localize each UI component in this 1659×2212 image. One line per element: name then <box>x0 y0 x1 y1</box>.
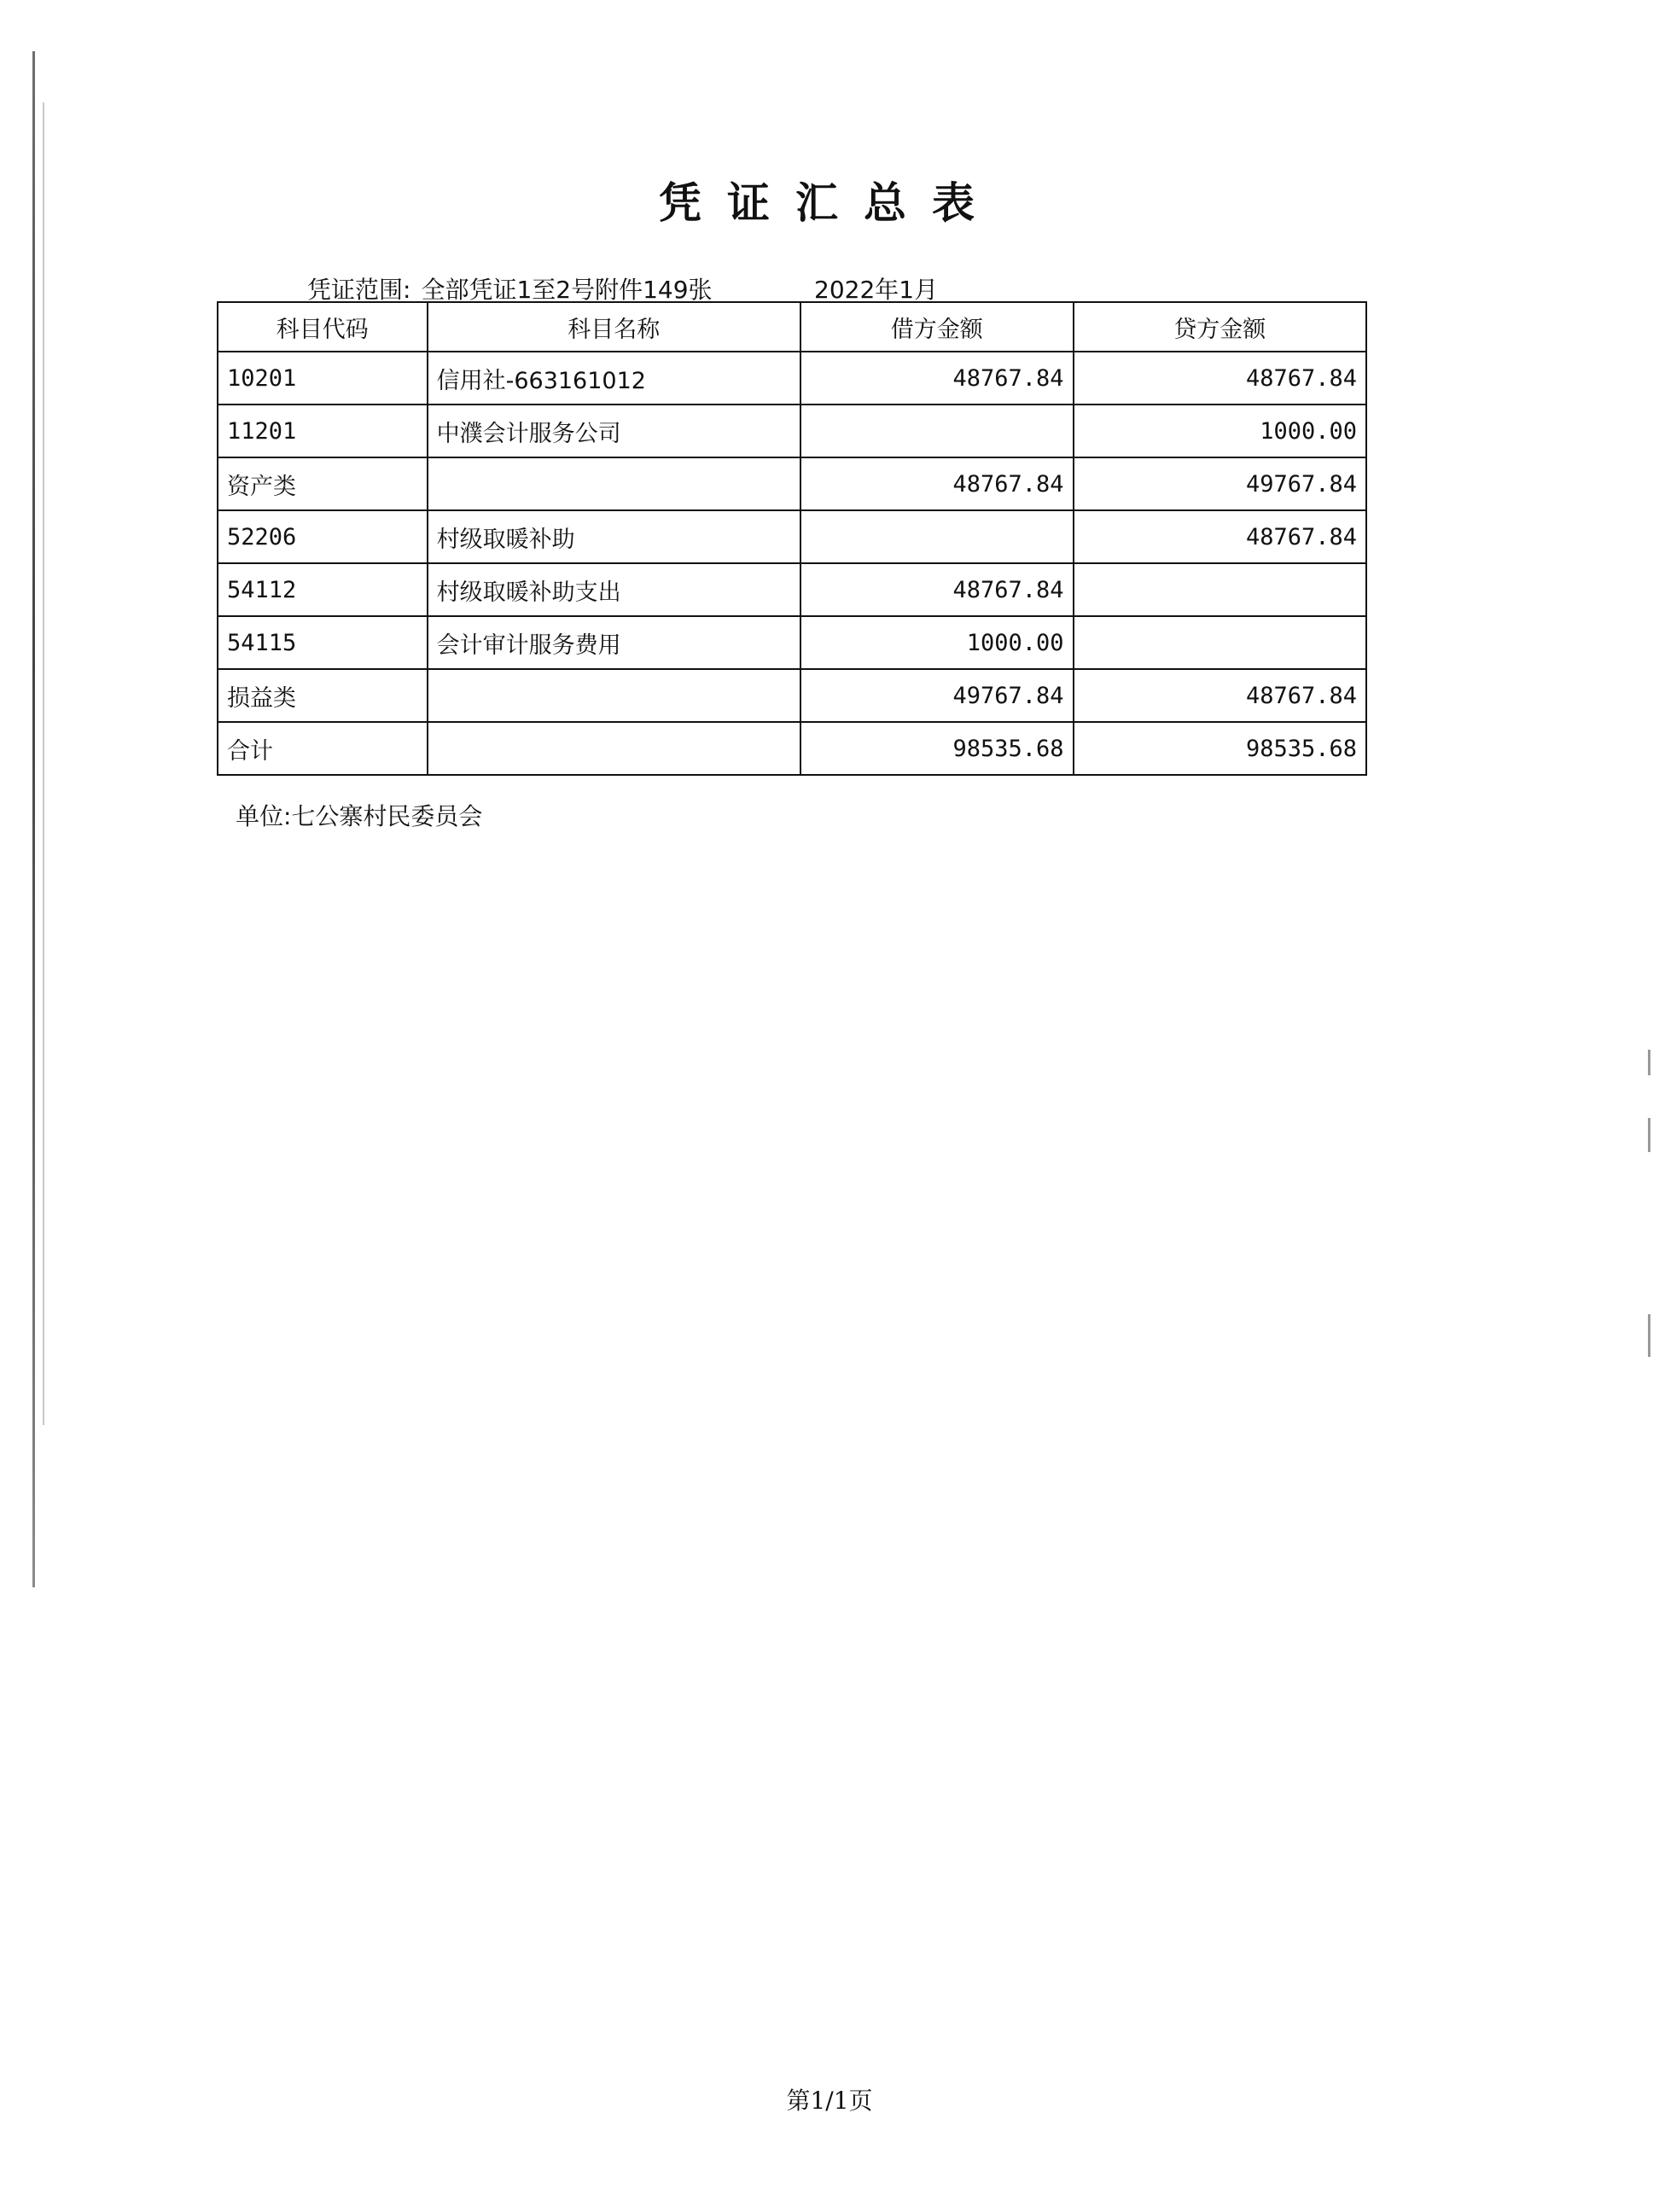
document-title: 凭证汇总表 <box>659 178 1000 228</box>
account-name: 信用社-663161012 <box>428 352 800 405</box>
table-row <box>218 510 1366 563</box>
account-code: 11201 <box>218 405 428 457</box>
column-header-account-code: 科目代码 <box>218 302 428 352</box>
table-row <box>218 616 1366 669</box>
total-label: 合计 <box>218 722 428 775</box>
table-row <box>218 405 1366 457</box>
scan-edge-mark <box>32 51 35 1587</box>
scan-edge-mark <box>43 102 44 1425</box>
account-name <box>428 457 800 510</box>
account-name <box>428 669 800 722</box>
account-name: 会计审计服务费用 <box>428 616 800 669</box>
debit-amount: 1000.00 <box>800 616 1074 669</box>
table-row <box>218 352 1366 405</box>
scan-speck <box>1648 1314 1650 1357</box>
column-header-account-name: 科目名称 <box>428 302 800 352</box>
credit-amount: 1000.00 <box>1074 405 1367 457</box>
credit-amount: 49767.84 <box>1074 457 1367 510</box>
scan-speck <box>1648 1050 1650 1075</box>
account-name: 村级取暖补助支出 <box>428 563 800 616</box>
debit-amount: 49767.84 <box>800 669 1074 722</box>
table-total-row <box>218 722 1366 775</box>
credit-amount <box>1074 616 1367 669</box>
table-row <box>218 669 1366 722</box>
account-code: 54112 <box>218 563 428 616</box>
account-name: 村级取暖补助 <box>428 510 800 563</box>
range-label: 凭证范围: <box>307 276 411 304</box>
account-code: 10201 <box>218 352 428 405</box>
category-label: 损益类 <box>218 669 428 722</box>
table-row <box>218 457 1366 510</box>
period-label: 2022年1月 <box>814 276 939 304</box>
scan-speck <box>1648 1118 1650 1152</box>
account-code: 54115 <box>218 616 428 669</box>
voucher-summary-table <box>217 301 1367 776</box>
category-label: 资产类 <box>218 457 428 510</box>
debit-amount <box>800 510 1074 563</box>
column-header-credit: 贷方金额 <box>1074 302 1367 352</box>
debit-amount: 48767.84 <box>800 457 1074 510</box>
debit-total: 98535.68 <box>800 722 1074 775</box>
range-value: 全部凭证1至2号附件149张 <box>421 276 713 304</box>
table-header-row <box>218 302 1366 352</box>
account-name: 中濮会计服务公司 <box>428 405 800 457</box>
credit-amount: 48767.84 <box>1074 510 1367 563</box>
account-code: 52206 <box>218 510 428 563</box>
debit-amount: 48767.84 <box>800 563 1074 616</box>
table-row <box>218 563 1366 616</box>
credit-amount: 48767.84 <box>1074 669 1367 722</box>
page-number: 第1/1页 <box>786 2087 873 2115</box>
voucher-range-line <box>307 271 939 306</box>
credit-amount: 48767.84 <box>1074 352 1367 405</box>
credit-amount <box>1074 563 1367 616</box>
debit-amount <box>800 405 1074 457</box>
unit-label: 单位:七公寨村民委员会 <box>236 802 483 830</box>
debit-amount: 48767.84 <box>800 352 1074 405</box>
credit-total: 98535.68 <box>1074 722 1367 775</box>
account-name <box>428 722 800 775</box>
column-header-debit: 借方金额 <box>800 302 1074 352</box>
